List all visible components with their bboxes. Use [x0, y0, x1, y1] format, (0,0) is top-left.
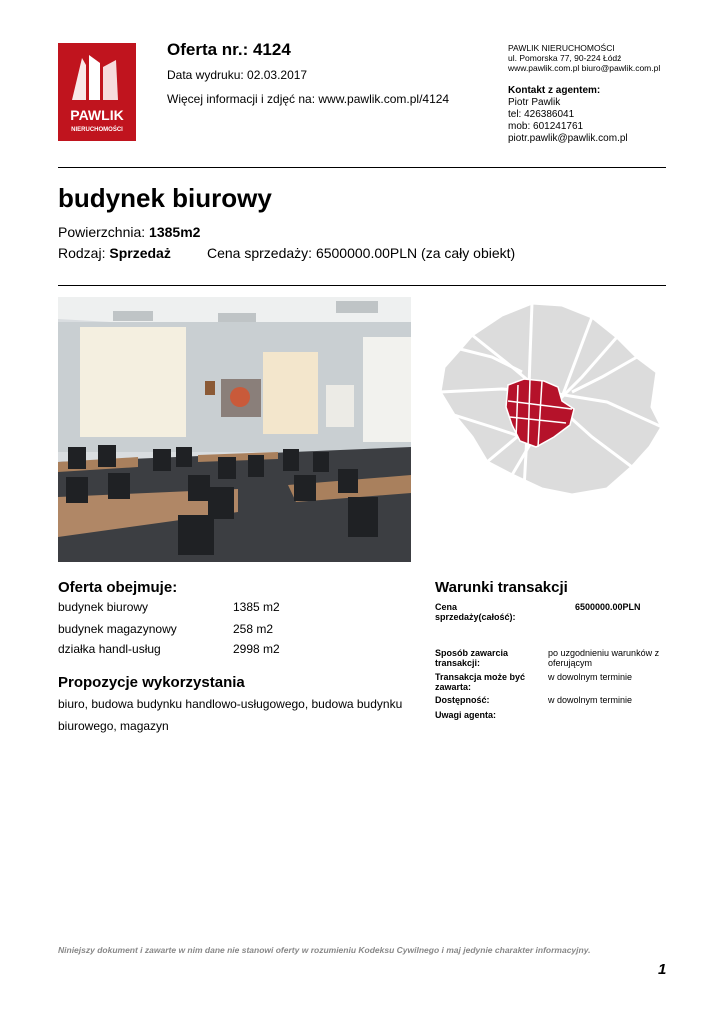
property-title: budynek biurowy — [58, 183, 272, 213]
contact-heading: Kontakt z agentem: — [508, 85, 601, 96]
location-map — [432, 297, 666, 502]
logo-text: PAWLIK — [70, 107, 124, 123]
offer-title: Oferta nr.: 4124 — [167, 40, 291, 59]
divider — [58, 285, 666, 286]
divider — [58, 167, 666, 168]
company-info — [508, 43, 660, 73]
usage-heading: Propozycje wykorzystania — [58, 674, 245, 691]
company-logo — [58, 43, 136, 141]
condition-value: w dowolnym terminie — [548, 672, 633, 682]
condition-label: Dostępność: — [435, 695, 490, 705]
property-price: Cena sprzedaży: 6500000.00PLN (za cały obiekt) — [207, 245, 516, 261]
offer-item-label: budynek biurowy — [58, 600, 149, 614]
print-date: Data wydruku: 02.03.2017 — [167, 68, 308, 82]
agent-contact — [508, 85, 628, 145]
company-address: ul. Pomorska 77, 90-224 Łódź — [508, 53, 622, 63]
condition-value: po uzgodnieniu warunków z oferującym — [548, 648, 660, 668]
conditions-heading: Warunki transakcji — [435, 579, 568, 596]
disclaimer: Niniejszy dokument i zawarte w nim dane nie stanowi oferty w rozumieniu Kodeksu Cywilnego i maj jedynie charakter informacyjny. — [58, 945, 591, 955]
kind-label: Rodzaj: — [58, 245, 110, 261]
agent-name: Piotr Pawlik — [508, 97, 561, 108]
more-info-link[interactable]: Więcej informacji i zdjęć na: www.pawlik.com.pl/4124 — [167, 92, 450, 106]
price-value: 6500000.00PLN — [575, 602, 641, 612]
page-number: 1 — [658, 961, 667, 978]
condition-label: Sposób zawarcia transakcji: — [435, 648, 509, 668]
property-photo — [58, 297, 411, 562]
company-web-email[interactable]: www.pawlik.com.pl biuro@pawlik.com.pl — [508, 63, 661, 73]
area-label: Powierzchnia: — [58, 224, 150, 240]
offer-heading: Oferta obejmuje: — [58, 579, 178, 596]
agent-email[interactable]: piotr.pawlik@pawlik.com.pl — [508, 133, 628, 144]
offer-item-value: 258 m2 — [233, 622, 274, 636]
condition-label: Transakcja może być zawarta: — [435, 672, 526, 692]
condition-label: Uwagi agenta: — [435, 710, 497, 720]
condition-value: w dowolnym terminie — [548, 695, 633, 705]
property-kind — [58, 245, 171, 261]
area-value: 1385m2 — [149, 224, 201, 240]
agent-tel: tel: 426386041 — [508, 109, 575, 120]
logo-subtext: NIERUCHOMOŚCI — [71, 127, 123, 133]
offer-item-value: 2998 m2 — [233, 642, 280, 656]
price-label: Cena sprzedaży(całość): — [435, 602, 516, 622]
offer-item-value: 1385 m2 — [233, 600, 280, 614]
offer-item-label: działka handl-usług — [58, 642, 161, 656]
usage-text: biuro, budowa budynku handlowo-usługowego, budowa budynku biurowego, magazyn — [58, 697, 403, 733]
agent-mob: mob: 601241761 — [508, 121, 584, 132]
company-name: PAWLIK NIERUCHOMOŚCI — [508, 43, 615, 53]
property-area — [58, 224, 200, 240]
kind-value: Sprzedaż — [109, 245, 171, 261]
offer-item-label: budynek magazynowy — [58, 622, 177, 636]
